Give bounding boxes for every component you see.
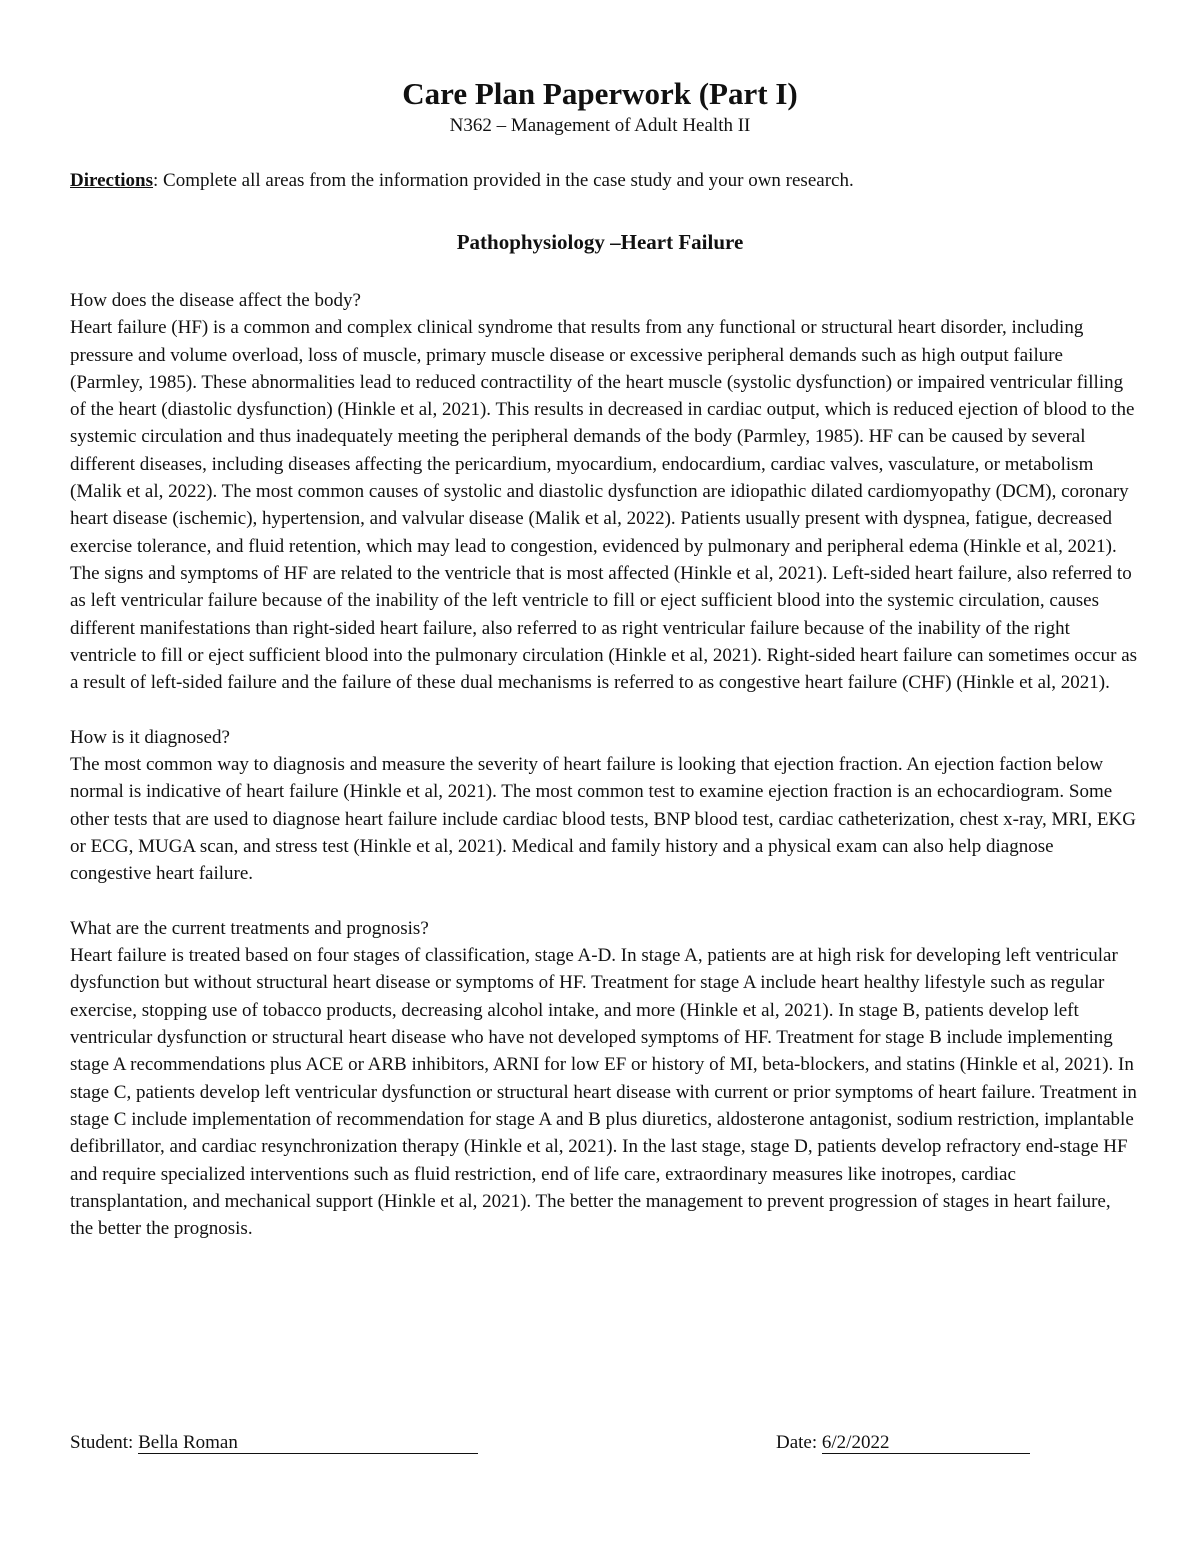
answer-diagnosis: The most common way to diagnosis and measure the severity of heart failure is looking that ejection fraction. An ejection faction below normal is indicative of heart failure (Hinkle et al, 2021). The most common test to examine ejection fraction is an echocardiogram. Some other tests that are used to diagnose heart failure include cardiac blood tests, BNP blood test, cardiac catheterization, chest x-ray, MRI, EKG or ECG, MUGA scan, and stress test (Hinkle et al, 2021). Medical and family history and a physical exam can also help diagnose congestive heart failure. <box>70 754 1136 885</box>
question-disease-effect: How does the disease affect the body? <box>70 290 361 311</box>
question-diagnosis: How is it diagnosed? <box>70 726 230 748</box>
answer-treatments: Heart failure is treated based on four stages of classification, stage A-D. In stage A, patients are at high risk for developing left ventricular dysfunction but without structural heart disease or symptoms of HF. Treatment for stage A include heart healthy lifestyle such as regular exercise, stopping use of tobacco products, decreasing alcohol intake, and more (Hinkle et al, 2021). In stage B, patients develop left ventricular dysfunction or structural heart disease who have not developed symptoms of HF. Treatment for stage B include implementing stage A recommendations plus ACE or ARB inhibitors, ARNI for low EF or history of MI, beta-blockers, and statins (Hinkle et al, 2021). In stage C, patients develop left ventricular dysfunction or structural heart disease with current or prior symptoms of heart failure. Treatment in stage C include implementation of recommendation for stage A and B plus diuretics, aldosterone antagonist, sodium restriction, implantable defibrillator, and cardiac resynchronization therapy (Hinkle et al, 2021). In the last stage, stage D, patients develop refractory end-stage HF and require specialized interventions such as fluid restriction, end of life care, extraordinary measures like inotropes, cardiac transplantation, and mechanical support (Hinkle et al, 2021). The better the management to prevent progression of stages in heart failure, the better the prognosis. <box>70 945 1137 1240</box>
date-field <box>776 1430 1030 1456</box>
section-title: Pathophysiology –Heart Failure <box>456 230 744 254</box>
course-subtitle: N362 – Management of Adult Health II <box>449 115 751 136</box>
document-body <box>70 287 1138 1242</box>
signature-row <box>70 1430 1070 1456</box>
date-label: Date: <box>776 1432 822 1453</box>
answer-disease-effect: Heart failure (HF) is a common and complex clinical syndrome that results from any functional or structural heart disorder, including pressure and volume overload, loss of muscle, primary muscle disease or excessive peripheral demands such as high output failure (Parmley, 1985). These abnormalities lead to reduced contractility of the heart muscle (systolic dysfunction) or impaired ventricular filling of the heart (diastolic dysfunction) (Hinkle et al, 2021). This results in decreased in cardiac output, which is reduced ejection of blood to the systemic circulation and thus inadequately meeting the peripheral demands of the body (Parmley, 1985). HF can be caused by several different diseases, including diseases affecting the pericardium, myocardium, endocardium, cardiac valves, vasculature, or metabolism (Malik et al, 2022). The most common causes of systolic and diastolic dysfunction are idiopathic dilated cardiomyopathy (DCM), coronary heart disease (ischemic), hypertension, and valvular disease (Malik et al, 2022). Patients usually present with dyspnea, fatigue, decreased exercise tolerance, and fluid retention, which may lead to congestion, evidenced by pulmonary and peripheral edema (Hinkle et al, 2021). The signs and symptoms of HF are related to the ventricle that is most affected (Hinkle et al, 2021). Left-sided heart failure, also referred to as left ventricular failure because of the inability of the left ventricle to fill or eject sufficient blood into the systemic circulation, causes different manifestations than right-sided heart failure, also referred to as right ventricular failure because of the inability of the right ventricle to fill or eject sufficient blood into the pulmonary circulation (Hinkle et al, 2021). Right-sided heart failure can sometimes occur as a result of left-sided failure and the failure of these dual mechanisms is referred to as congestive heart failure (CHF) (Hinkle et al, 2021). <box>70 317 1138 694</box>
question-treatments: What are the current treatments and prognosis? <box>70 917 429 939</box>
student-label: Student: <box>70 1432 139 1453</box>
directions <box>70 168 1150 194</box>
document-title: Care Plan Paperwork (Part I) <box>402 76 798 111</box>
paragraph-gap <box>70 696 1138 723</box>
paragraph-gap <box>70 888 1138 915</box>
date-value[interactable]: 6/2/2022 <box>822 1432 1030 1454</box>
directions-label: Directions <box>70 170 154 191</box>
student-field <box>70 1430 478 1456</box>
directions-text: : Complete all areas from the information provided in the case study and your own research. <box>153 170 854 191</box>
student-name[interactable]: Bella Roman <box>138 1432 478 1454</box>
